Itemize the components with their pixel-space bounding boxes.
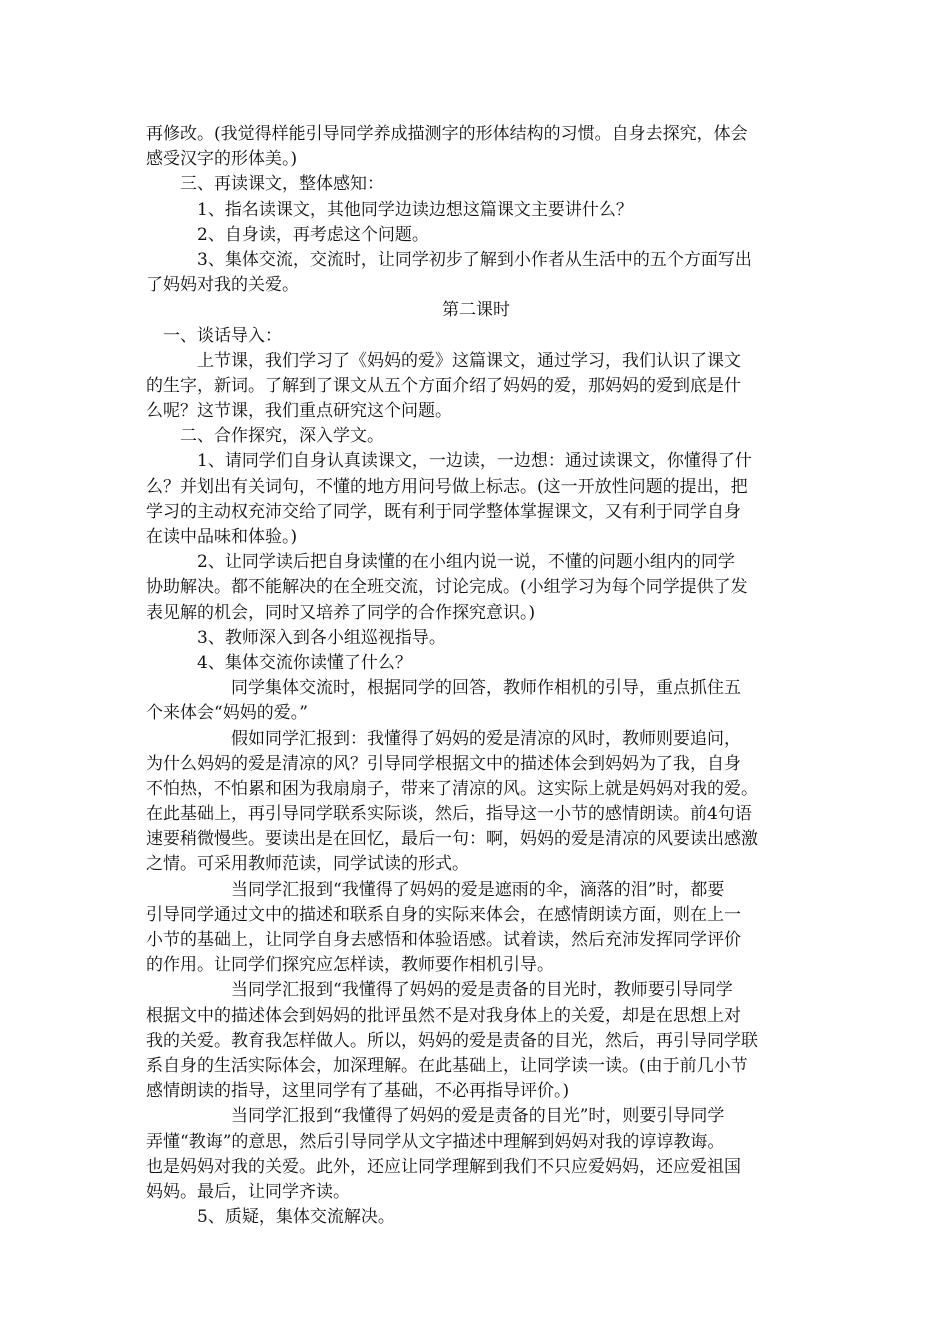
text-line: 上节课，我们学习了《妈妈的爱》这篇课文，通过学习，我们认识了课文 [146,350,741,371]
lesson-title: 第二课时 [442,300,510,321]
text-line: 1、请同学们自身认真读课文，一边读，一边想：通过读课文，你懂得了什 [146,451,752,472]
text-line: 系自身的生活实际体会，加深理解。在此基础上，让同学读一读。(由于前几小节 [146,1055,748,1076]
text-line: 假如同学汇报到：我懂得了妈妈的爱是清凉的风时，教师则要追问， [146,728,741,749]
text-line: 感情朗读的指导，这里同学有了基础，不必再指导评价。) [146,1081,570,1102]
text-line: 当同学汇报到“我懂得了妈妈的爱是遮雨的伞，滴落的泪”时，都要 [146,879,725,900]
text-line: 学习的主动权充沛交给了同学，既有利于同学整体掌握课文，又有利于同学自身 [146,501,741,522]
text-line: 小节的基础上，让同学自身去感悟和体验语感。试着读，然后充沛发挥同学评价 [146,930,741,950]
text-line: 在此基础上，再引导同学联系实际谈，然后，指导这一小节的感情朗读。前4句语 [146,804,752,825]
text-line: 再修改。(我觉得样能引导同学养成描测字的形体结构的习惯。自身去探究，体会 [146,124,748,144]
text-line: 妈妈。最后，让同学齐读。 [146,1181,350,1202]
text-line: 之情。可采用教师范读，同学试读的形式。 [146,854,469,875]
text-line: 么？并划出有关词句，不懂的地方用问号做上标志。(这一开放性问题的提出，把 [146,476,748,497]
text-line: 2、让同学读后把自身读懂的在小组内说一说，不懂的问题小组内的同学 [146,552,735,573]
text-line: 个来体会“妈妈的爱。” [146,703,308,724]
text-line: 3、集体交流，交流时，让同学初步了解到小作者从生活中的五个方面写出 [146,249,752,270]
text-line: 表见解的机会，同时又培养了同学的合作探究意识。) [146,602,536,623]
text-line: 5、质疑，集体交流解决。 [146,1207,395,1228]
text-line: 不怕热，不怕累和困为我扇扇子，带来了清凉的风。这实际上就是妈妈对我的爱。 [146,778,758,799]
text-line: 根据文中的描述体会到妈妈的批评虽然不是对我身体上的关爱，却是在思想上对 [146,1005,741,1026]
text-line: 的生字，新词。了解到了课文从五个方面介绍了妈妈的爱，那妈妈的爱到底是什 [146,375,741,396]
text-line: 感受汉字的形体美。) [146,149,298,170]
section-heading: 三、再读课文，整体感知： [146,174,384,195]
text-line: 同学集体交流时，根据同学的回答，教师作相机的引导，重点抓住五 [146,678,741,699]
text-line: 当同学汇报到“我懂得了妈妈的爱是责备的目光”时，则要引导同学 [146,1106,725,1127]
document-body [146,122,806,1230]
text-line: 当同学汇报到“我懂得了妈妈的爱是责备的目光时，教师要引导同学 [146,980,733,1001]
text-line: 2、自身读，再考虑这个问题。 [146,224,429,245]
text-line: 我的关爱。教育我怎样做人。所以，妈妈的爱是责备的目光，然后，再引导同学联 [146,1030,758,1051]
text-line: 4、集体交流你读懂了什么？ [146,652,412,673]
text-line: 的作用。让同学们探究应怎样读，教师要作相机引导。 [146,955,554,976]
text-line: 弄懂“教诲”的意思，然后引导同学从文字描述中理解到妈妈对我的谆谆教诲。 [146,1131,725,1152]
text-line: 了妈妈对我的关爱。 [146,275,299,296]
text-line: 为什么妈妈的爱是清凉的风？引导同学根据文中的描述体会到妈妈为了我，自身 [146,753,741,774]
text-line: 也是妈妈对我的关爱。此外，还应让同学理解到我们不只应爱妈妈，还应爱祖国 [146,1156,741,1177]
text-line: 1、指名读课文，其他同学边读边想这篇课文主要讲什么？ [146,199,633,220]
text-line: 引导同学通过文中的描述和联系自身的实际来体会，在感情朗读方面，则在上一 [146,904,741,925]
text-line: 协助解决。都不能解决的在全班交流，讨论完成。(小组学习为每个同学提供了发 [146,577,748,598]
text-line: 在读中品味和体验。) [146,527,298,547]
text-line: 速要稍微慢些。要读出是在回忆，最后一句：啊，妈妈的爱是清凉的风要读出感激 [146,829,758,850]
section-heading: 一、谈话导入： [146,325,282,346]
section-heading: 二、合作探究，深入学文。 [146,426,384,447]
text-line: 么呢？这节课，我们重点研究这个问题。 [146,401,452,422]
text-line: 3、教师深入到各小组巡视指导。 [146,627,446,648]
